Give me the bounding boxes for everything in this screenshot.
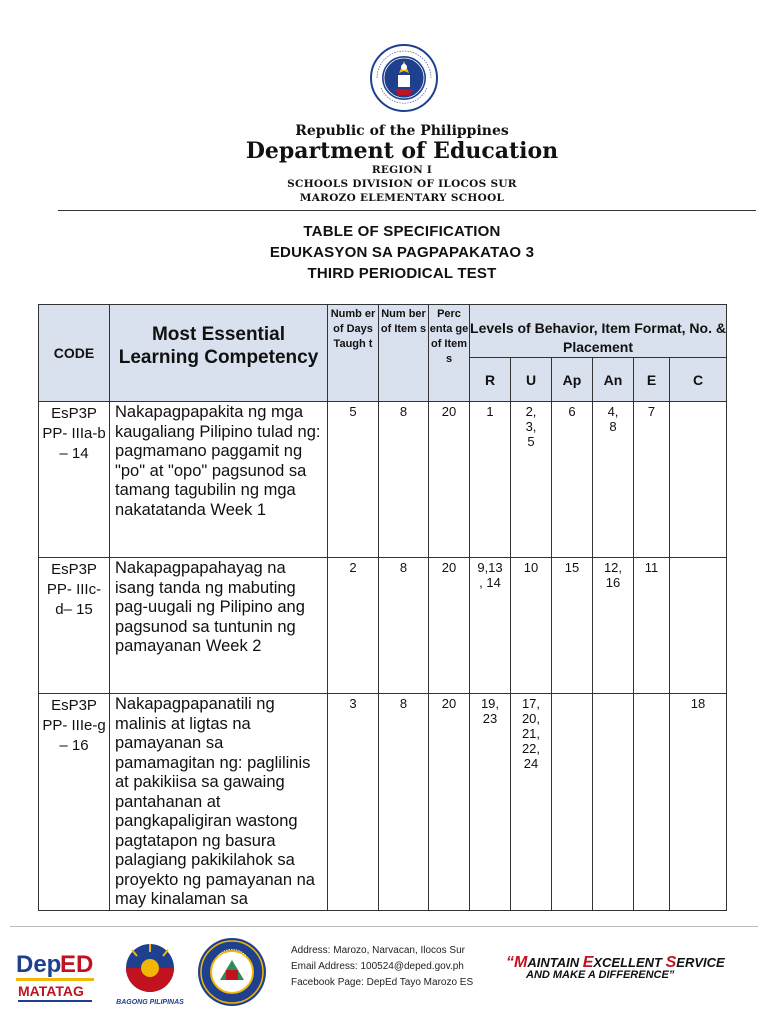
slogan-xcellent: XCELLENT (593, 955, 666, 970)
footer-email: Email Address: 100524@deped.gov.ph (291, 961, 464, 972)
footer-slogan-line2: AND MAKE A DIFFERENCE” (526, 969, 675, 981)
row-an (593, 694, 634, 911)
row-u: 10 (511, 558, 552, 694)
row-days: 3 (328, 694, 379, 911)
row-c (670, 402, 727, 558)
header-region: REGION I (371, 164, 433, 176)
row-r: 19, 23 (470, 694, 511, 911)
row-an: 4, 8 (593, 402, 634, 558)
table-row (39, 402, 727, 558)
row-an: 12, 16 (593, 558, 634, 694)
table-row (39, 558, 727, 694)
row-percent: 20 (429, 694, 470, 911)
row-days: 5 (328, 402, 379, 558)
table-row (39, 694, 727, 911)
footer-contact (291, 943, 473, 991)
row-c (670, 558, 727, 694)
row-r: 1 (470, 402, 511, 558)
header-levels: Levels of Behavior, Item Format, No. & Placement (470, 305, 727, 358)
slogan-m: M (514, 954, 528, 971)
footer-address: Address: Marozo, Narvacan, Ilocos Sur (291, 945, 465, 956)
header-school: MAROZO ELEMENTARY SCHOOL (299, 192, 505, 204)
slogan-s: S (665, 954, 677, 971)
row-items: 8 (379, 558, 429, 694)
svg-text:ED: ED (60, 951, 94, 978)
header-level-c: C (670, 358, 727, 402)
row-e: 7 (634, 402, 670, 558)
doc-test: THIRD PERIODICAL TEST (307, 265, 497, 282)
doc-subject: EDUKASYON SA PAGPAPAKATAO 3 (269, 244, 535, 261)
header-level-e: E (634, 358, 670, 402)
svg-text:BAGONG PILIPINAS: BAGONG PILIPINAS (116, 999, 184, 1006)
row-percent: 20 (429, 558, 470, 694)
footer-facebook: Facebook Page: DepEd Tayo Marozo ES (291, 977, 474, 988)
row-code: EsP3P PP- IIIc-d– 15 (39, 558, 110, 694)
header-competency: Most Essential Learning Competency (110, 305, 328, 402)
svg-text:MATATAG: MATATAG (18, 983, 84, 999)
doc-title: TABLE OF SPECIFICATION (303, 223, 501, 240)
row-c: 18 (670, 694, 727, 911)
slogan-e: E (582, 954, 594, 971)
row-items: 8 (379, 402, 429, 558)
header-level-ap: Ap (552, 358, 593, 402)
header-level-r: R (470, 358, 511, 402)
row-items: 8 (379, 694, 429, 911)
row-u: 2, 3, 5 (511, 402, 552, 558)
row-e: 11 (634, 558, 670, 694)
header-percent: Perc enta ge of Item s (429, 305, 470, 402)
row-u: 17, 20, 21, 22, 24 (511, 694, 552, 911)
footer-divider (10, 926, 758, 927)
svg-text:Dep: Dep (16, 951, 62, 978)
slogan-quote: “ (506, 954, 514, 971)
row-code: EsP3P PP- IIIe-g – 16 (39, 694, 110, 911)
bagong-pilipinas-logo-icon (112, 938, 188, 1008)
slogan-ervice: ERVICE (676, 955, 725, 970)
row-days: 2 (328, 558, 379, 694)
deped-seal-icon (369, 43, 439, 113)
row-r: 9,13 , 14 (470, 558, 511, 694)
deped-matatag-logo-icon (14, 942, 98, 1006)
row-percent: 20 (429, 402, 470, 558)
header-divider (58, 210, 756, 211)
header-level-u: U (511, 358, 552, 402)
header-republic: Republic of the Philippines (295, 123, 509, 139)
header-days: Numb er of Days Taugh t (328, 305, 379, 402)
header-department: Department of Education (245, 138, 559, 164)
header-items: Num ber of Item s (379, 305, 429, 402)
row-e (634, 694, 670, 911)
row-competency: Nakapagpapahayag na isang tanda ng mabuting pag-uugali ng Pilipino ang pagsunod sa tuntunin ng pamayanan Week 2 (110, 558, 328, 694)
row-competency: Nakapagpapakita ng mga kaugaliang Pilipino tulad ng: pagmamano paggamit ng "po" at "opo" pagsunod sa tamang tagubilin ng mga nakatatanda Week 1 (110, 402, 328, 558)
row-code: EsP3P PP- IIIa-b – 14 (39, 402, 110, 558)
specification-table (38, 304, 727, 911)
header-level-an: An (593, 358, 634, 402)
row-ap: 15 (552, 558, 593, 694)
row-competency: Nakapagpapanatili ng malinis at ligtas na pamayanan sa pamamagitan ng: paglilinis at pakikiisa sa gawaing pantahanan at pangkapaligiran wastong pagtatapon ng basura palagiang pakikilahok sa proyekto ng pamayanan na may kinalaman sa (110, 694, 328, 911)
slogan-aintain: AINTAIN (527, 955, 583, 970)
header-division: SCHOOLS DIVISION OF ILOCOS SUR (287, 178, 517, 190)
header-code: CODE (39, 305, 110, 402)
row-ap (552, 694, 593, 911)
row-ap: 6 (552, 402, 593, 558)
school-seal-icon (196, 936, 268, 1008)
